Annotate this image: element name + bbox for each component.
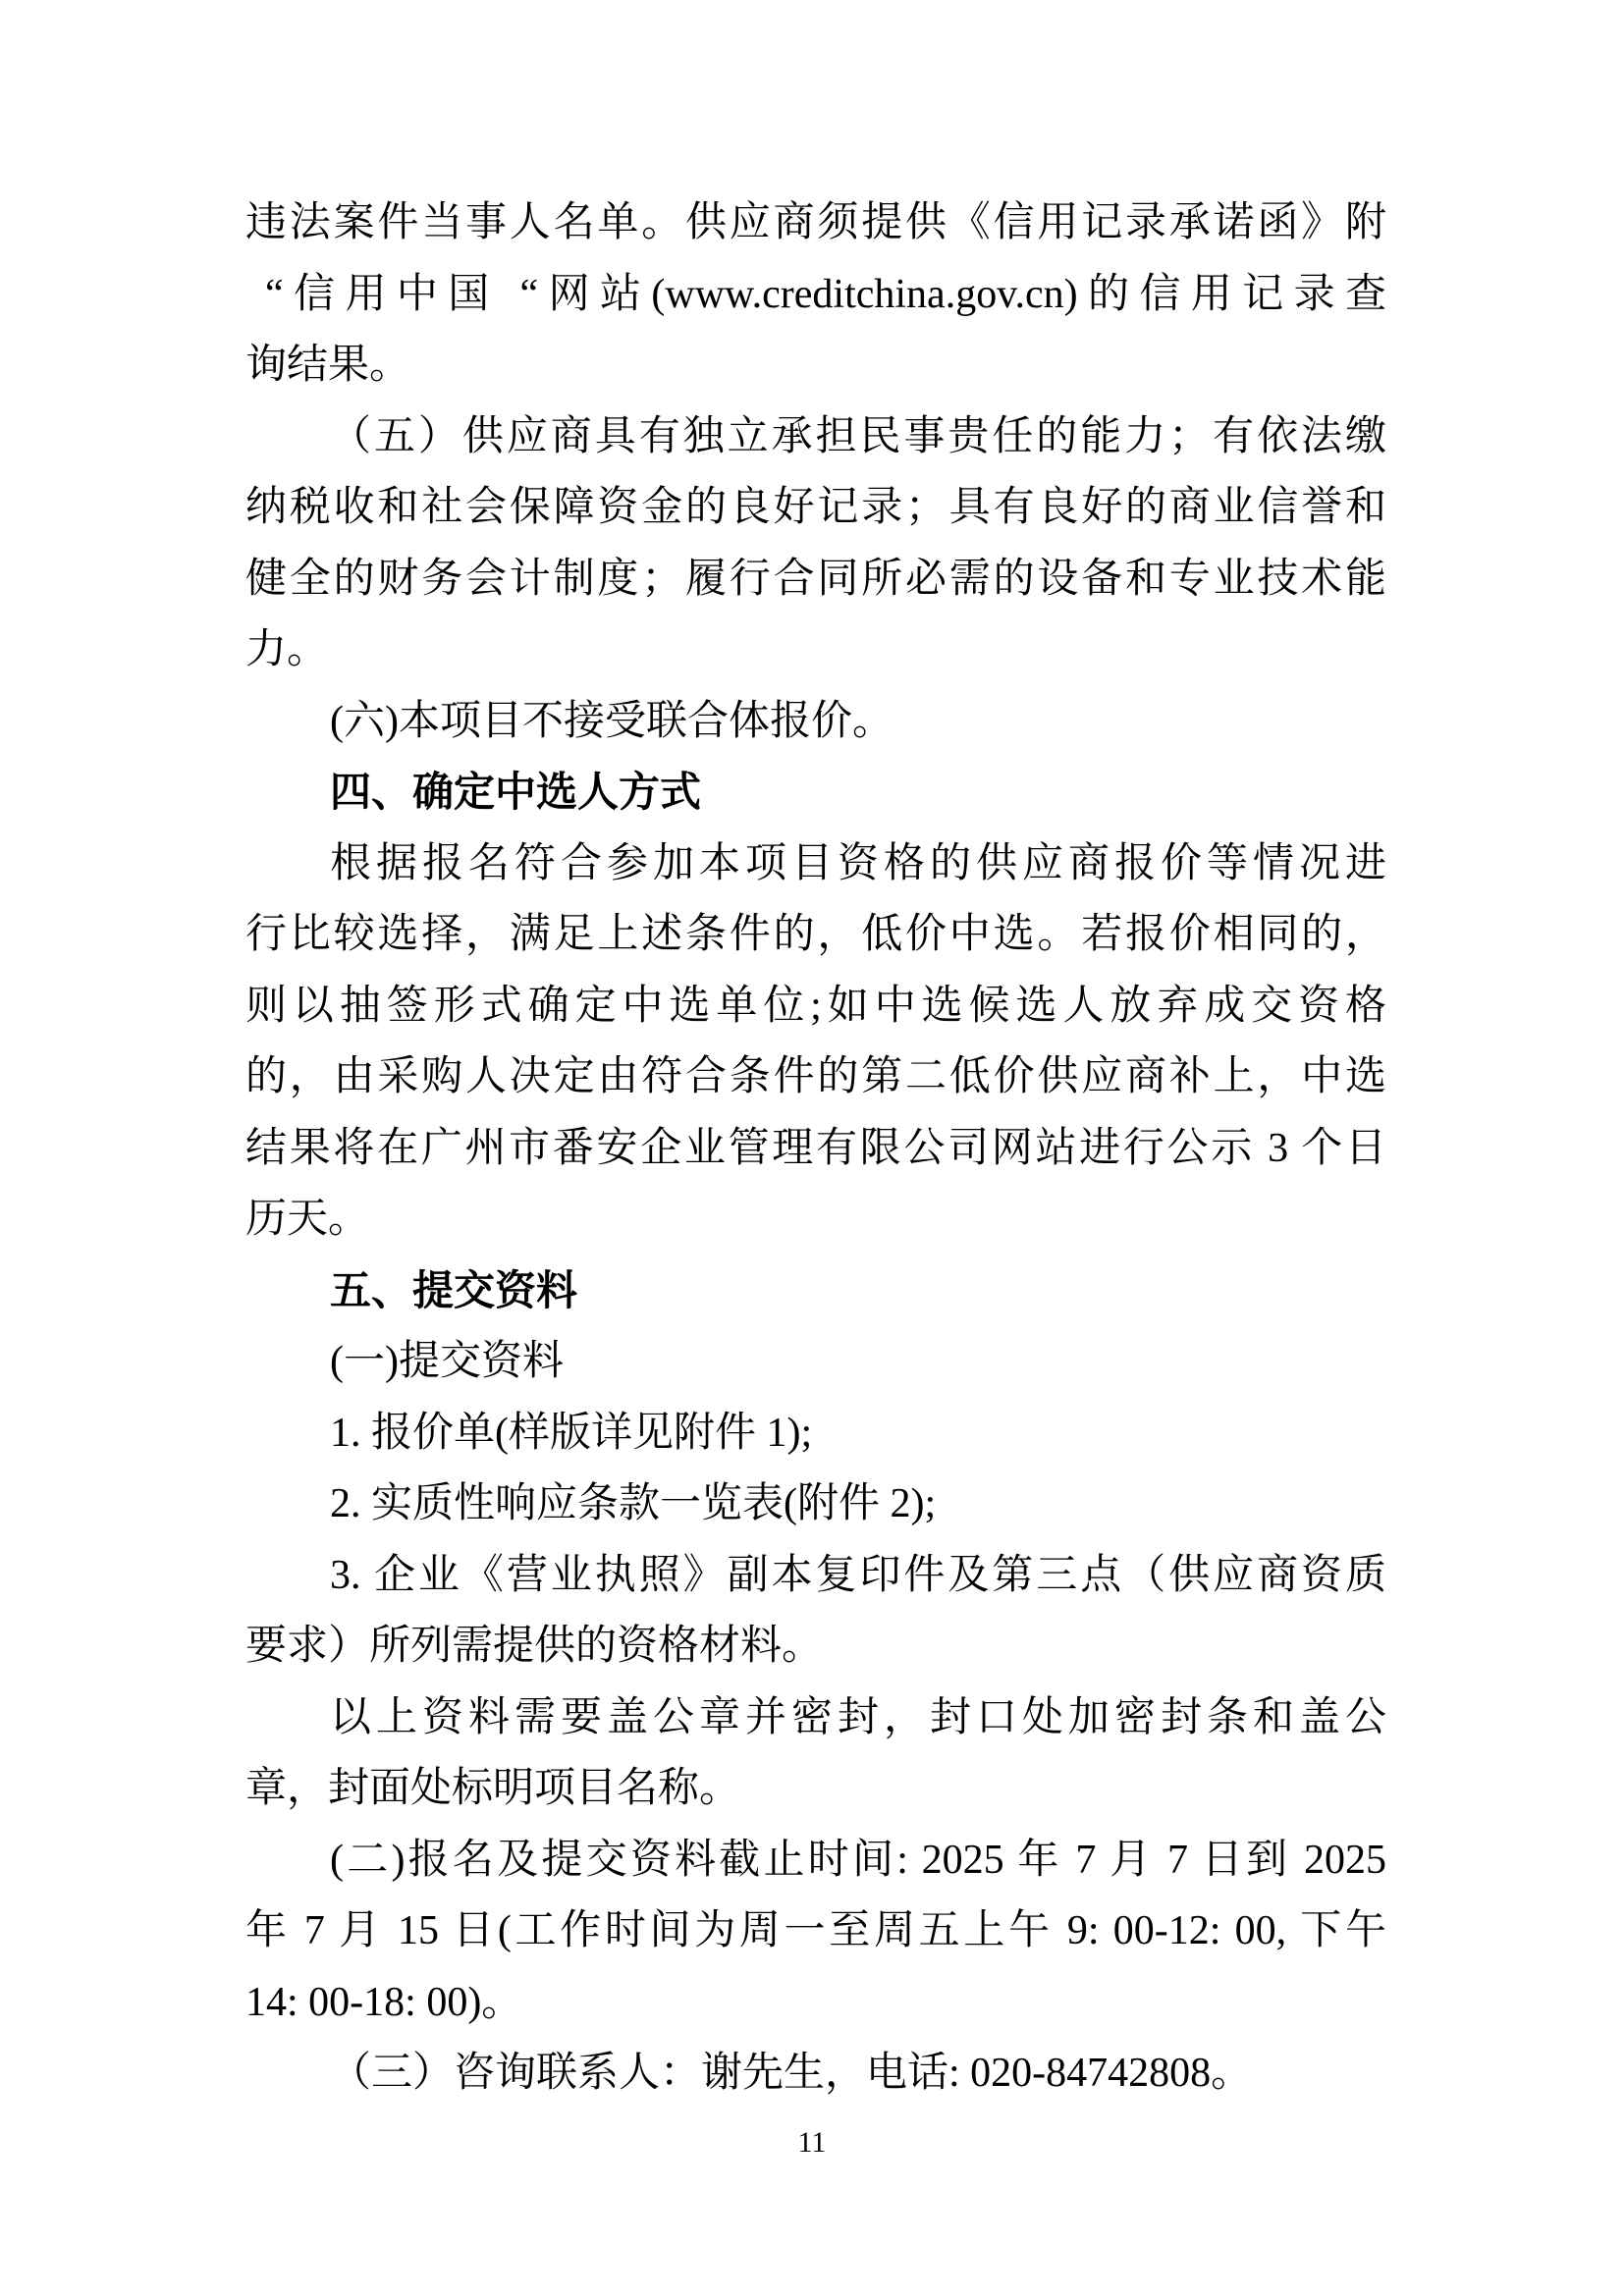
text-line: (二)报名及提交资料截止时间: 2025 年 7 月 7 日到 2025 [330,1837,1386,1883]
text-line: 健全的财务会计制度；履行合同所必需的设备和专业技术能 [245,556,1386,602]
text-line: 的，由采购人决定由符合条件的第二低价供应商补上，中选 [245,1054,1386,1099]
text-line: 询结果。 [245,343,411,388]
text-line: 违法案件当事人名单。供应商须提供《信用记录承诺函》附 [245,200,1386,245]
text-line: 年 7 月 15 日(工作时间为周一至周五上午 9: 00-12: 00, 下午 [245,1908,1386,1953]
text-line: 行比较选择，满足上述条件的，低价中选。若报价相同的， [245,912,1386,957]
section-heading-5: 五、提交资料 [330,1266,578,1313]
text-line: 2. 实质性响应条款一览表(附件 2); [330,1481,937,1526]
text-line: (一)提交资料 [330,1339,564,1384]
text-line: (六)本项目不接受联合体报价。 [330,698,893,744]
text-line: 结果将在广州市番安企业管理有限公司网站进行公示 3 个日 [245,1125,1386,1171]
text-line: 3. 企业《营业执照》副本复印件及第三点（供应商资质 [330,1552,1386,1598]
text-line: 要求）所列需提供的资格材料。 [245,1624,824,1669]
text-line: 则以抽签形式确定中选单位;如中选候选人放弃成交资格 [245,983,1386,1029]
text-line: （五）供应商具有独立承担民事贵任的能力；有依法缴 [330,413,1386,459]
text-line: “信用中国 “网站(www.creditchina.gov.cn)的信用记录查 [265,271,1386,317]
text-line: 力。 [245,627,329,672]
text-line: 1. 报价单(样版详见附件 1); [330,1410,813,1456]
text-line: 纳税收和社会保障资金的良好记录；具有良好的商业信誉和 [245,485,1386,530]
text-line: 14: 00-18: 00)。 [245,1979,523,2025]
text-line: （三）咨询联系人：谢先生，电话: 020-84742808。 [330,2051,1253,2096]
page-number: 11 [797,2126,827,2159]
section-heading-4: 四、确定中选人方式 [330,769,702,815]
text-line: 以上资料需要盖公章并密封，封口处加密封条和盖公 [330,1694,1386,1740]
text-line: 章，封面处标明项目名称。 [245,1766,741,1811]
text-line: 根据报名符合参加本项目资格的供应商报价等情况进 [330,840,1386,886]
text-line: 历天。 [245,1197,370,1242]
page-body [245,187,1386,2109]
